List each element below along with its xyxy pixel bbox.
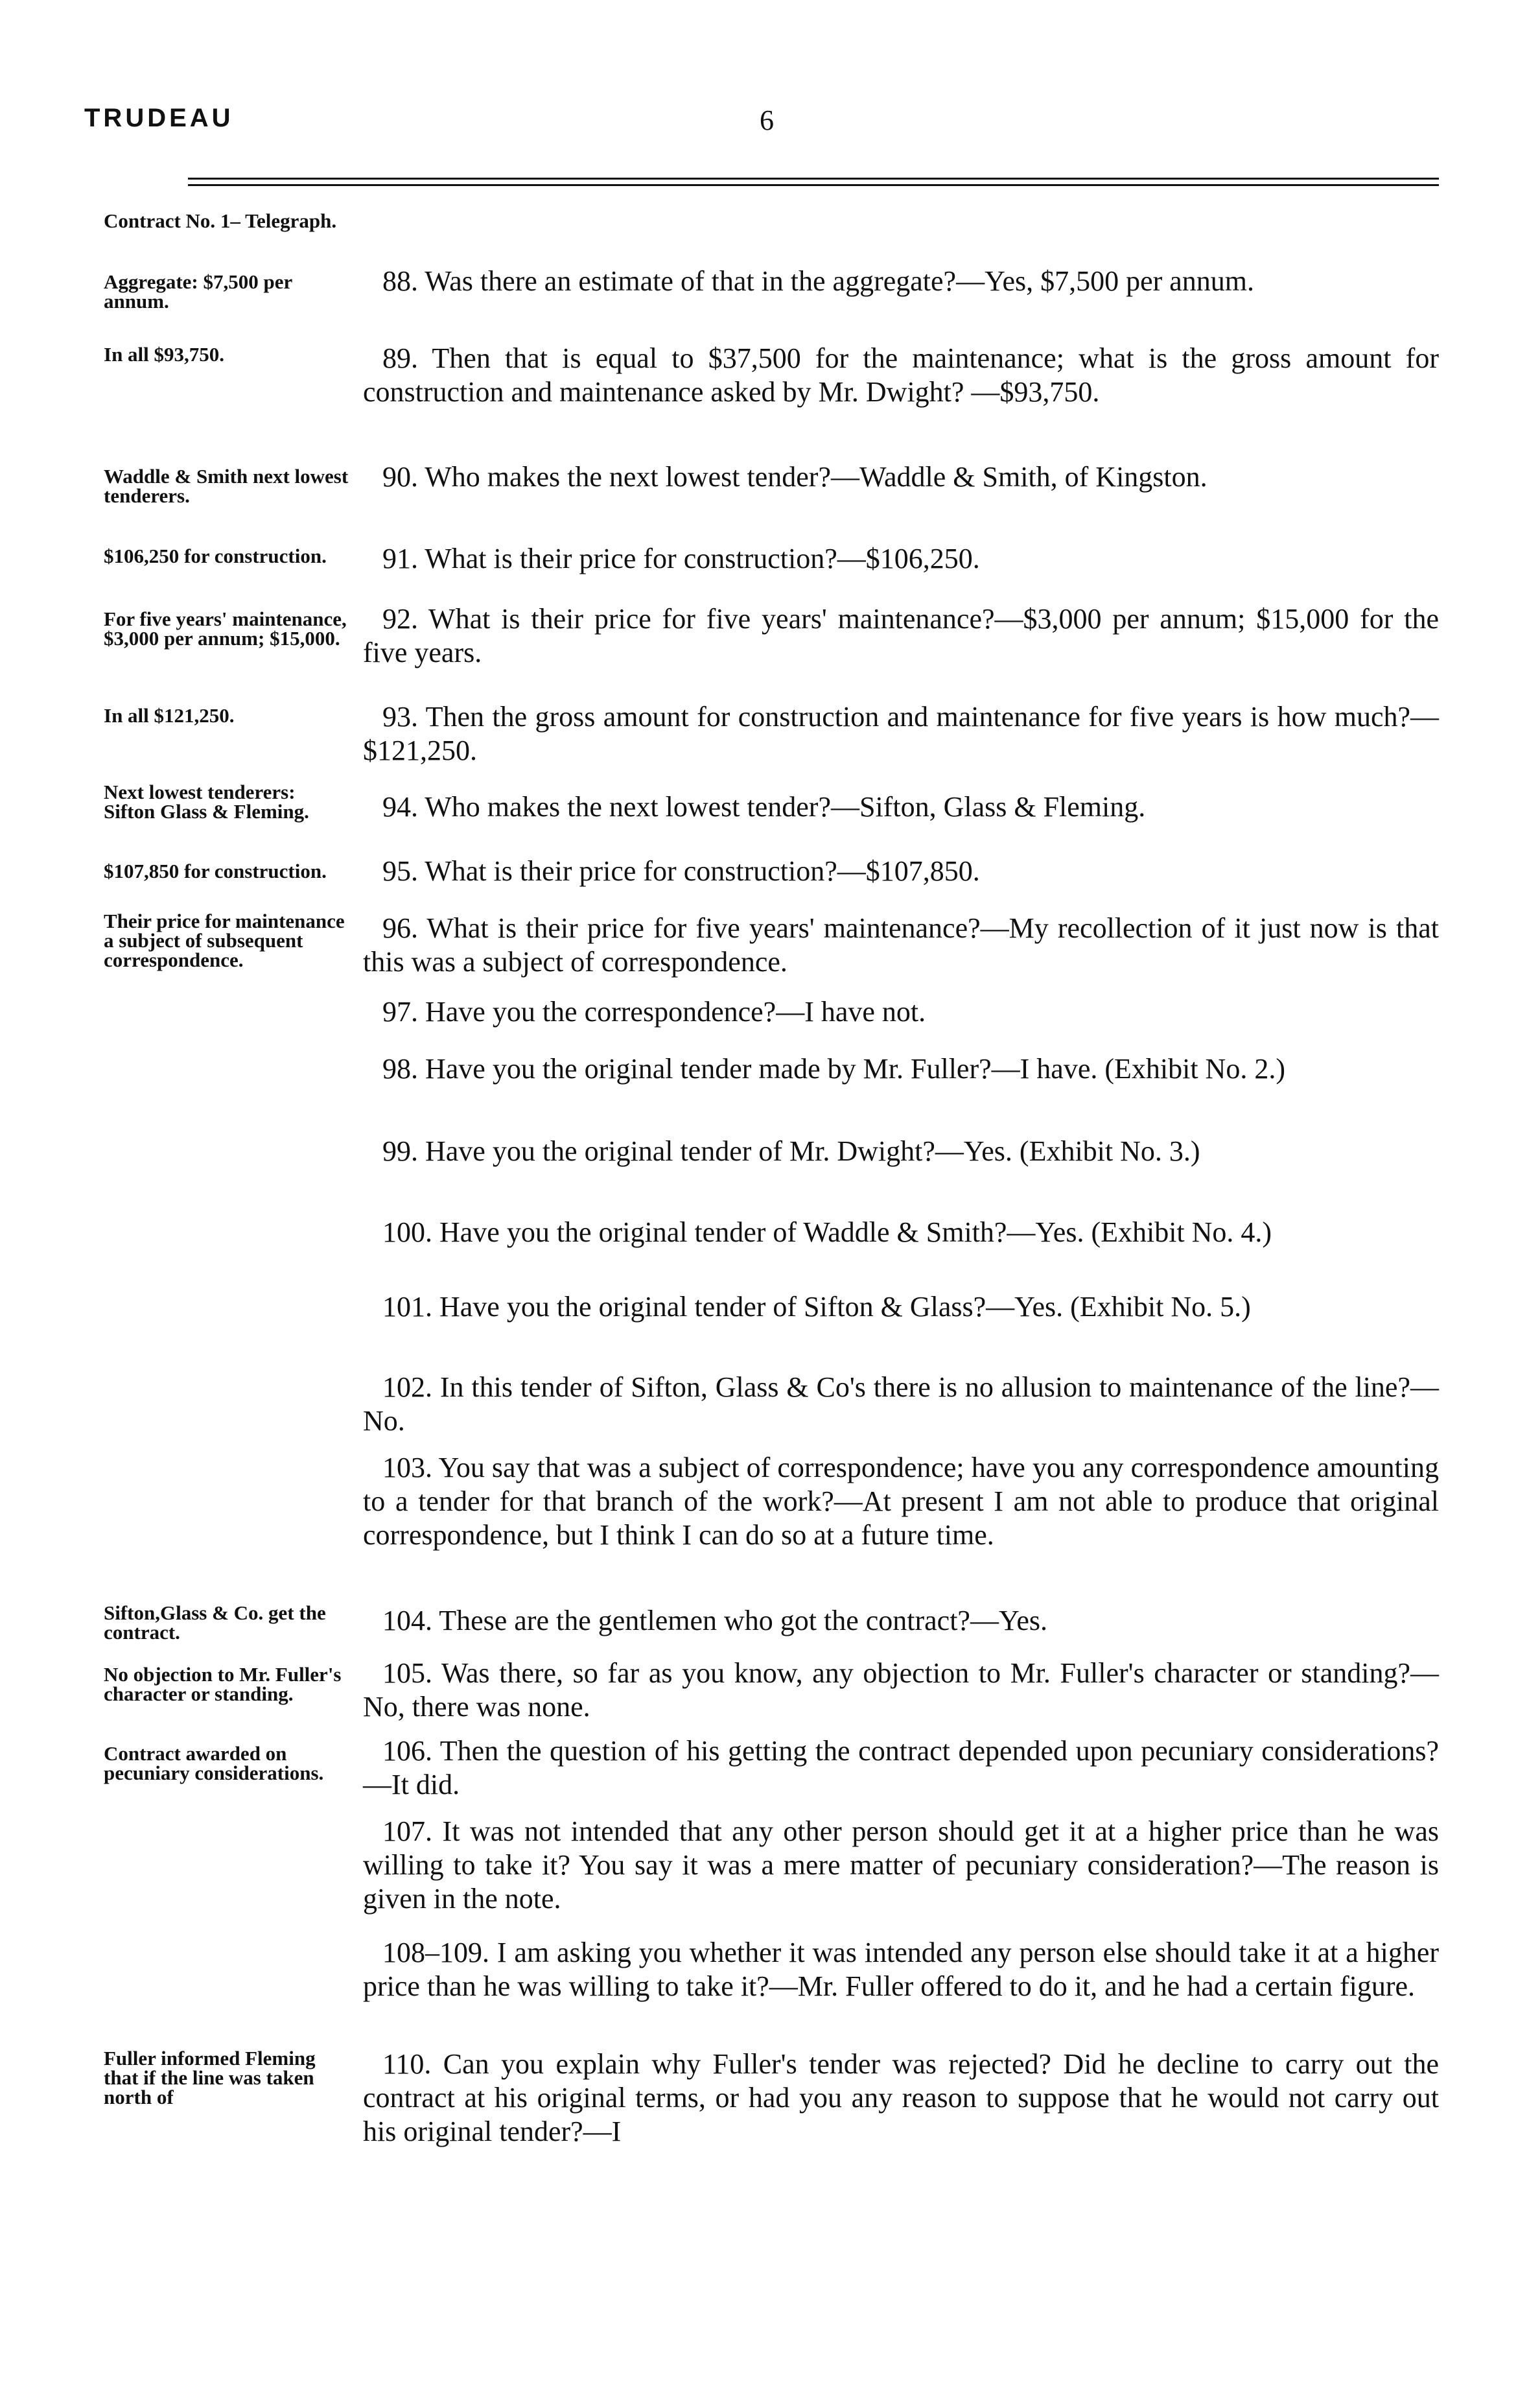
testimony-paragraph: 96. What is their price for five years' maintenance?—My recollection of it just now is that this was a subject of correspondence. xyxy=(363,912,1439,978)
testimony-paragraph: 93. Then the gross amount for construction and maintenance for five years is how much?—$121,250. xyxy=(363,701,1439,766)
header-rule-bottom xyxy=(188,184,1439,186)
testimony-paragraph: 91. What is their price for construction?—$106,250. xyxy=(382,543,980,574)
testimony-paragraph: 100. Have you the original tender of Waddle & Smith?—Yes. (Exhibit No. 4.) xyxy=(382,1216,1272,1248)
testimony-paragraph: 97. Have you the correspondence?—I have not. xyxy=(382,996,926,1028)
margin-note: $106,250 for construction. xyxy=(104,545,327,567)
testimony-paragraph: 88. Was there an estimate of that in the aggregate?—Yes, $7,500 per annum. xyxy=(382,265,1255,297)
testimony-paragraph: 94. Who makes the next lowest tender?—Sifton, Glass & Fleming. xyxy=(382,791,1146,823)
testimony-paragraph: 106. Then the question of his getting the contract depended upon pecuniary considerations?—It did. xyxy=(363,1735,1439,1800)
testimony-paragraph: 101. Have you the original tender of Sifton & Glass?—Yes. (Exhibit No. 5.) xyxy=(382,1291,1251,1323)
testimony-paragraph: 103. You say that was a subject of correspondence; have you any correspondence amounting to a tender for that branch of the work?—At present I am not able to produce that original correspondence, but I think I can do so at a future time. xyxy=(363,1452,1439,1551)
testimony-paragraph: 99. Have you the original tender of Mr. Dwight?—Yes. (Exhibit No. 3.) xyxy=(382,1135,1200,1167)
testimony-paragraph: 98. Have you the original tender made by Mr. Fuller?—I have. (Exhibit No. 2.) xyxy=(382,1053,1285,1085)
margin-note: Contract No. 1– Telegraph. xyxy=(104,209,337,232)
margin-note: Next lowest tenderers: Sifton Glass & Fleming. xyxy=(104,781,309,823)
testimony-paragraph: 95. What is their price for construction?—$107,850. xyxy=(382,855,980,887)
margin-note: For five years' maintenance, $3,000 per annum; $15,000. xyxy=(104,607,347,650)
testimony-paragraph: 102. In this tender of Sifton, Glass & Co's there is no allusion to maintenance of the line?—No. xyxy=(363,1371,1439,1437)
testimony-paragraph: 89. Then that is equal to $37,500 for the maintenance; what is the gross amount for construction and maintenance asked by Mr. Dwight? —$93,750. xyxy=(363,342,1439,408)
margin-note: In all $93,750. xyxy=(104,343,225,366)
margin-note: Sifton,Glass & Co. get the contract. xyxy=(104,1601,326,1644)
margin-note: In all $121,250. xyxy=(104,704,235,727)
margin-note: Aggregate: $7,500 per annum. xyxy=(104,270,292,312)
testimony-paragraph: 105. Was there, so far as you know, any objection to Mr. Fuller's character or standing?—No, there was none. xyxy=(363,1657,1439,1723)
header-rule-top xyxy=(188,178,1439,180)
margin-note: Contract awarded on pecuniary considerations. xyxy=(104,1742,324,1784)
testimony-paragraph: 104. These are the gentlemen who got the contract?—Yes. xyxy=(382,1605,1047,1636)
margin-note: Their price for maintenance a subject of subsequent correspondence. xyxy=(104,910,345,971)
testimony-paragraph: 110. Can you explain why Fuller's tender was rejected? Did he decline to carry out the contract at his original terms, or had you any reason to suppose that he would not carry out his original tender?—I xyxy=(363,2048,1439,2147)
margin-note: Waddle & Smith next lowest tenderers. xyxy=(104,465,349,507)
margin-note: $107,850 for construction. xyxy=(104,860,327,882)
running-head: TRUDEAU xyxy=(84,104,234,132)
testimony-paragraph: 90. Who makes the next lowest tender?—Waddle & Smith, of Kingston. xyxy=(382,461,1208,493)
page-number: 6 xyxy=(760,104,774,136)
margin-note: Fuller informed Fleming that if the line was taken north of xyxy=(104,2047,316,2108)
testimony-paragraph: 92. What is their price for five years' maintenance?—$3,000 per annum; $15,000 for the five years. xyxy=(363,603,1439,668)
testimony-paragraph: 107. It was not intended that any other person should get it at a higher price than he was willing to take it? You say it was a mere matter of pecuniary consideration?—The reason is given in the note. xyxy=(363,1815,1439,1915)
margin-note: No objection to Mr. Fuller's character or standing. xyxy=(104,1663,342,1705)
testimony-paragraph: 108–109. I am asking you whether it was intended any person else should take it at a higher price than he was willing to take it?—Mr. Fuller offered to do it, and he had a certain figure. xyxy=(363,1937,1439,2002)
